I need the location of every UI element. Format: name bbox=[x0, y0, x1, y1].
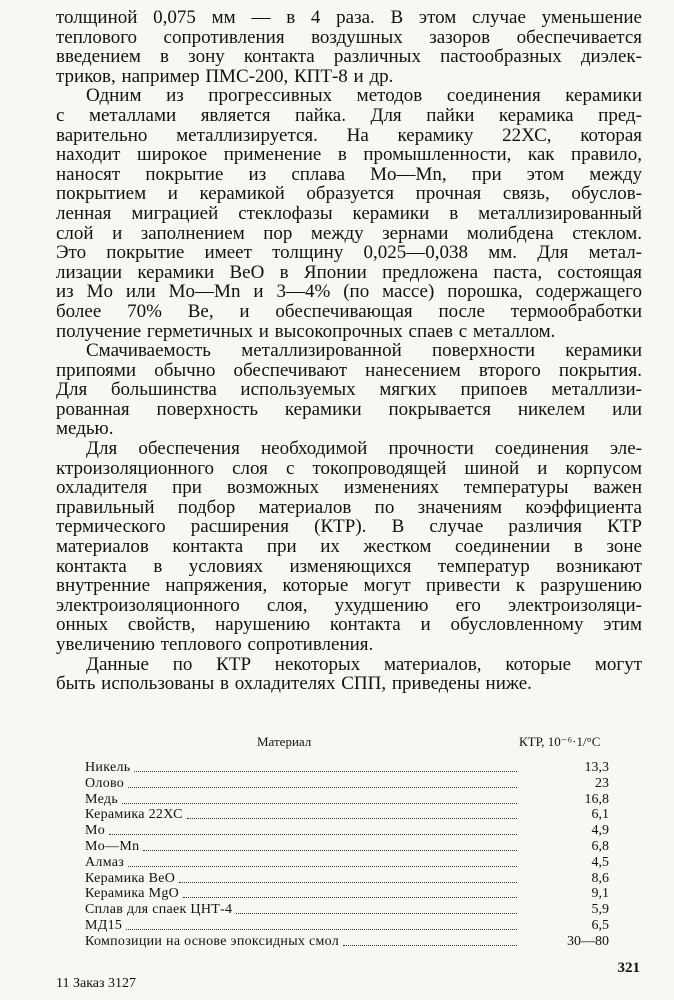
text-line: Для обеспечения необходимой прочности соединения эле- bbox=[86, 438, 642, 460]
text-line: Это покрытие имеет толщину 0,025—0,038 мм. Для метал- bbox=[56, 242, 642, 264]
text-line: охладителя при возможных изменениях температуры важен bbox=[56, 477, 642, 499]
dot-leader bbox=[179, 882, 517, 883]
dot-leader bbox=[183, 897, 517, 898]
material-name: Mo—Mn bbox=[85, 838, 140, 854]
table-row bbox=[85, 792, 645, 808]
material-name: Алмаз bbox=[85, 854, 125, 870]
text-line: быть использованы в охладителях СПП, приведены ниже. bbox=[56, 673, 532, 695]
ktr-value: 8,6 bbox=[591, 870, 609, 886]
footer-order: 11 Заказ 3127 bbox=[56, 976, 137, 991]
text-line: термического расширения (КТР). В случае различия КТР bbox=[56, 516, 642, 538]
text-line: Одним из прогрессивных методов соединения керамики bbox=[86, 85, 642, 107]
dot-leader bbox=[134, 771, 517, 772]
material-name: Медь bbox=[85, 791, 119, 807]
text-line: электроизоляционного слоя, ухудшению его электроизоляци- bbox=[56, 594, 642, 616]
table-row bbox=[85, 776, 645, 792]
ktr-value: 16,8 bbox=[584, 791, 609, 807]
text-line: покрытием и керамикой образуется прочная связь, обуслов- bbox=[56, 183, 642, 205]
material-name: Сплав для спаек ЦНТ-4 bbox=[85, 902, 233, 918]
table-rows bbox=[85, 760, 645, 950]
ktr-table bbox=[85, 734, 645, 950]
ktr-value: 6,5 bbox=[591, 917, 609, 933]
text-line: триков, например ПМС-200, КПТ-8 и др. bbox=[56, 65, 394, 87]
material-name: Керамика BeO bbox=[85, 870, 176, 886]
text-line: с металлами является пайка. Для пайки керамика пред- bbox=[56, 104, 642, 126]
page-body bbox=[56, 8, 642, 694]
text-line: материалов контакта при их жестком соединении в зоне bbox=[56, 536, 642, 558]
table-header bbox=[85, 734, 645, 760]
table-row bbox=[85, 934, 645, 950]
text-line: теплового сопротивления воздушных зазоров обеспечивается bbox=[56, 26, 642, 48]
dot-leader bbox=[109, 834, 517, 835]
text-line: медью. bbox=[56, 418, 114, 440]
paragraph bbox=[56, 86, 642, 341]
dot-leader bbox=[122, 803, 517, 804]
text-line: более 70% Be, и обеспечивающая после термообработки bbox=[56, 300, 642, 322]
paragraph bbox=[56, 341, 642, 439]
table-row bbox=[85, 902, 645, 918]
text-line: контакта в условиях изменяющихся температур возникают bbox=[56, 555, 642, 577]
ktr-value: 6,1 bbox=[591, 807, 609, 823]
text-line: толщиной 0,075 мм — в 4 раза. В этом случае уменьшение bbox=[56, 7, 642, 28]
text-line: наносят покрытие из сплава Mo—Mn, при этом между bbox=[56, 163, 642, 185]
material-name: Керамика MgO bbox=[85, 886, 180, 902]
ktr-value: 4,5 bbox=[591, 854, 609, 870]
text-line: получение герметичных и высокопрочных спаев с металлом. bbox=[56, 320, 556, 342]
table-row bbox=[85, 839, 645, 855]
table-row bbox=[85, 823, 645, 839]
table-row bbox=[85, 855, 645, 871]
table-row bbox=[85, 760, 645, 776]
paragraph bbox=[56, 655, 642, 694]
ktr-value: 5,9 bbox=[591, 902, 609, 918]
ktr-value: 30—80 bbox=[567, 933, 609, 949]
text-line: правильный подбор материалов по значениям коэффициента bbox=[56, 496, 642, 518]
dot-leader bbox=[236, 913, 517, 914]
text-line: ктроизоляционного слоя с токопроводящей шиной и корпусом bbox=[56, 457, 642, 479]
header-ktr: КТР, 10⁻⁶·1/°C bbox=[519, 734, 601, 749]
text-line: из Mo или Mo—Mn и 3—4% (по массе) порошка, содержащего bbox=[56, 281, 642, 303]
dot-leader bbox=[126, 929, 517, 930]
material-name: Олово bbox=[85, 775, 125, 791]
table-row bbox=[85, 871, 645, 887]
text-line: рованная поверхность керамики покрывается никелем или bbox=[56, 398, 642, 420]
material-name: Керамика 22ХС bbox=[85, 807, 183, 823]
ktr-value: 9,1 bbox=[591, 886, 609, 902]
text-line: находит широкое применение в промышленности, как правило, bbox=[56, 144, 642, 166]
text-line: онных свойств, нарушению контакта и обусловленному этим bbox=[56, 614, 642, 636]
material-name: Композиции на основе эпоксидных смол bbox=[85, 933, 340, 949]
dot-leader bbox=[128, 866, 517, 867]
text-line: припоями обычно обеспечивают нанесением второго покрытия. bbox=[56, 359, 642, 381]
table-row bbox=[85, 807, 645, 823]
ktr-value: 6,8 bbox=[591, 838, 609, 854]
paragraph bbox=[56, 8, 642, 86]
dot-leader bbox=[143, 850, 517, 851]
material-name: Mo bbox=[85, 823, 106, 839]
ktr-value: 23 bbox=[595, 775, 609, 791]
text-line: Данные по КТР некоторых материалов, которые могут bbox=[86, 653, 642, 675]
page-number: 321 bbox=[617, 960, 640, 976]
material-name: МД15 bbox=[85, 917, 123, 933]
header-material: Материал bbox=[257, 734, 312, 749]
text-line: Для большинства используемых мягких припоев металлизи- bbox=[56, 379, 642, 401]
dot-leader bbox=[128, 787, 517, 788]
material-name: Никель bbox=[85, 760, 131, 775]
text-line: слой и заполнением пор между зернами молибдена стеклом. bbox=[56, 222, 642, 244]
text-line: увеличению теплового сопротивления. bbox=[56, 634, 374, 655]
dot-leader bbox=[343, 945, 517, 946]
table-row bbox=[85, 918, 645, 934]
text-line: ленная миграцией стеклофазы керамики в металлизированный bbox=[56, 202, 642, 224]
text-line: варительно металлизируется. На керамику 22ХС, которая bbox=[56, 124, 642, 146]
text-line: внутренние напряжения, которые могут привести к разрушению bbox=[56, 575, 642, 597]
dot-leader bbox=[187, 818, 517, 819]
paragraph bbox=[56, 439, 642, 655]
text-line: введением в зону контакта различных пастообразных диэлек- bbox=[56, 46, 642, 68]
table-row bbox=[85, 886, 645, 902]
ktr-value: 13,3 bbox=[584, 760, 609, 775]
text-line: лизации керамики BeO в Японии предложена паста, состоящая bbox=[56, 261, 642, 283]
ktr-value: 4,9 bbox=[591, 823, 609, 839]
text-line: Смачиваемость металлизированной поверхности керамики bbox=[86, 340, 642, 362]
